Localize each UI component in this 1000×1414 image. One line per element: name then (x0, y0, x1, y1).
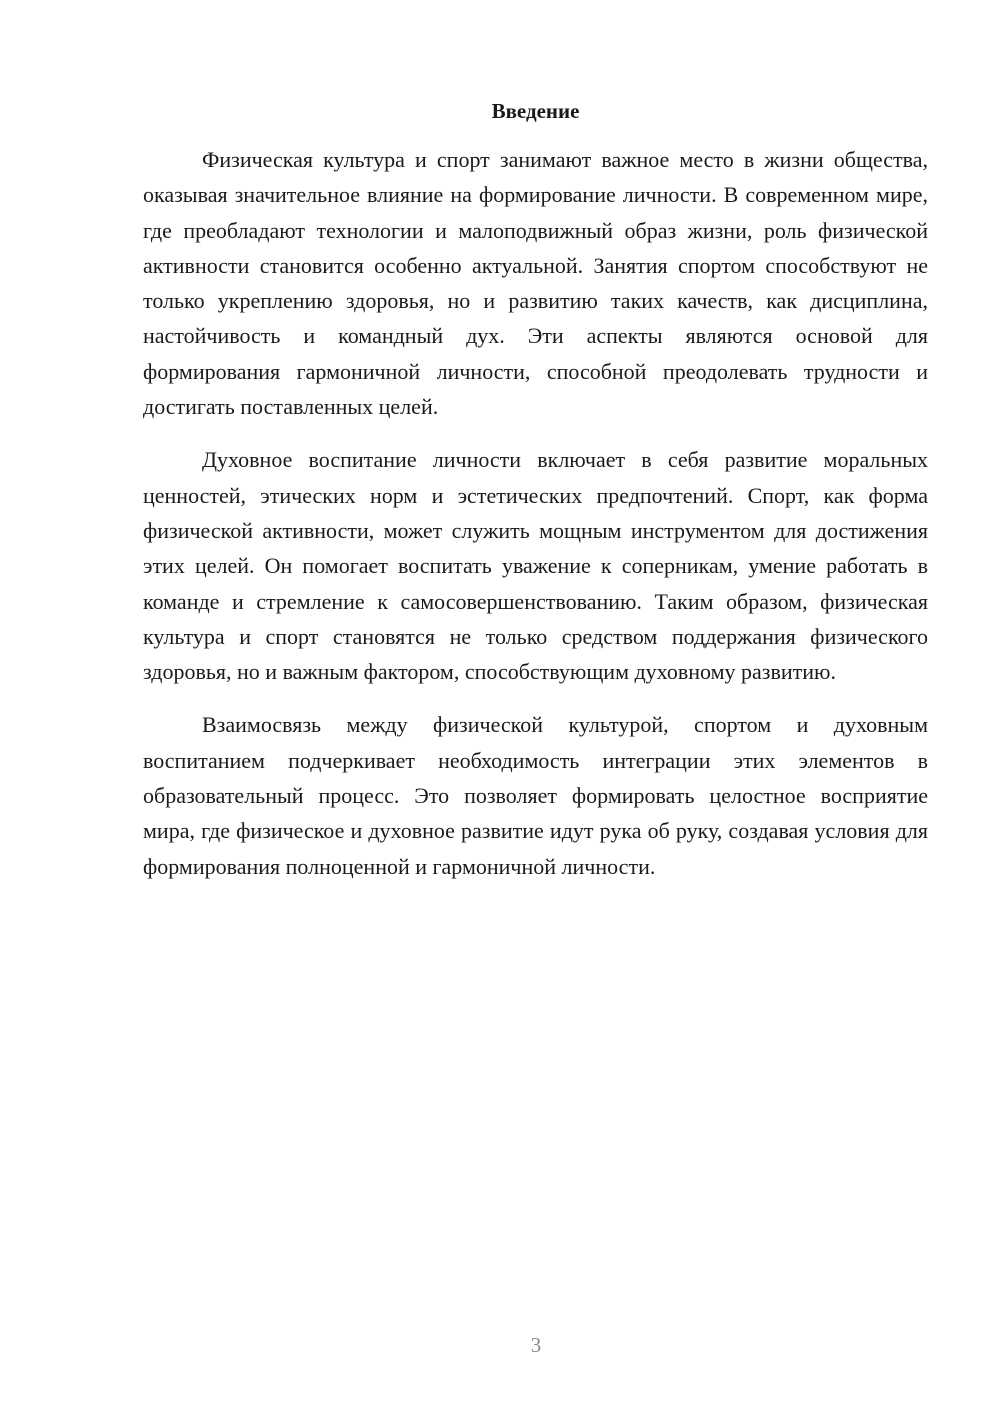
page-number: 3 (530, 1333, 542, 1357)
paragraph-1: Физическая культура и спорт занимают важное место в жизни общества, оказывая значительное влияние на формирование личности. В современном мире, где преобладают технологии и малоподвижный образ жизни, роль физической активности становится особенно актуальной. Занятия спортом способствуют не только укреплению здоровья, но и развитию таких качеств, как дисциплина, настойчивость и командный дух. Эти аспекты являются основой для формирования гармоничной личности, способной преодолевать трудности и достигать поставленных целей. (143, 147, 928, 420)
section-heading: Введение (491, 99, 580, 123)
page-content (143, 96, 928, 884)
paragraph-3: Взаимосвязь между физической культурой, спортом и духовным воспитанием подчеркивает необходимость интеграции этих элементов в образовательный процесс. Это позволяет формировать целостное восприятие мира, где физическое и духовное развитие идут рука об руку, создавая условия для формирования полноценной и гармоничной личности. (143, 712, 928, 879)
paragraph-2: Духовное воспитание личности включает в себя развитие моральных ценностей, этических норм и эстетических предпочтений. Спорт, как форма физической активности, может служить мощным инструментом для достижения этих целей. Он помогает воспитать уважение к соперникам, умение работать в команде и стремление к самосовершенствованию. Таким образом, физическая культура и спорт становятся не только средством поддержания физического здоровья, но и важным фактором, способствующим духовному развитию. (143, 447, 928, 685)
